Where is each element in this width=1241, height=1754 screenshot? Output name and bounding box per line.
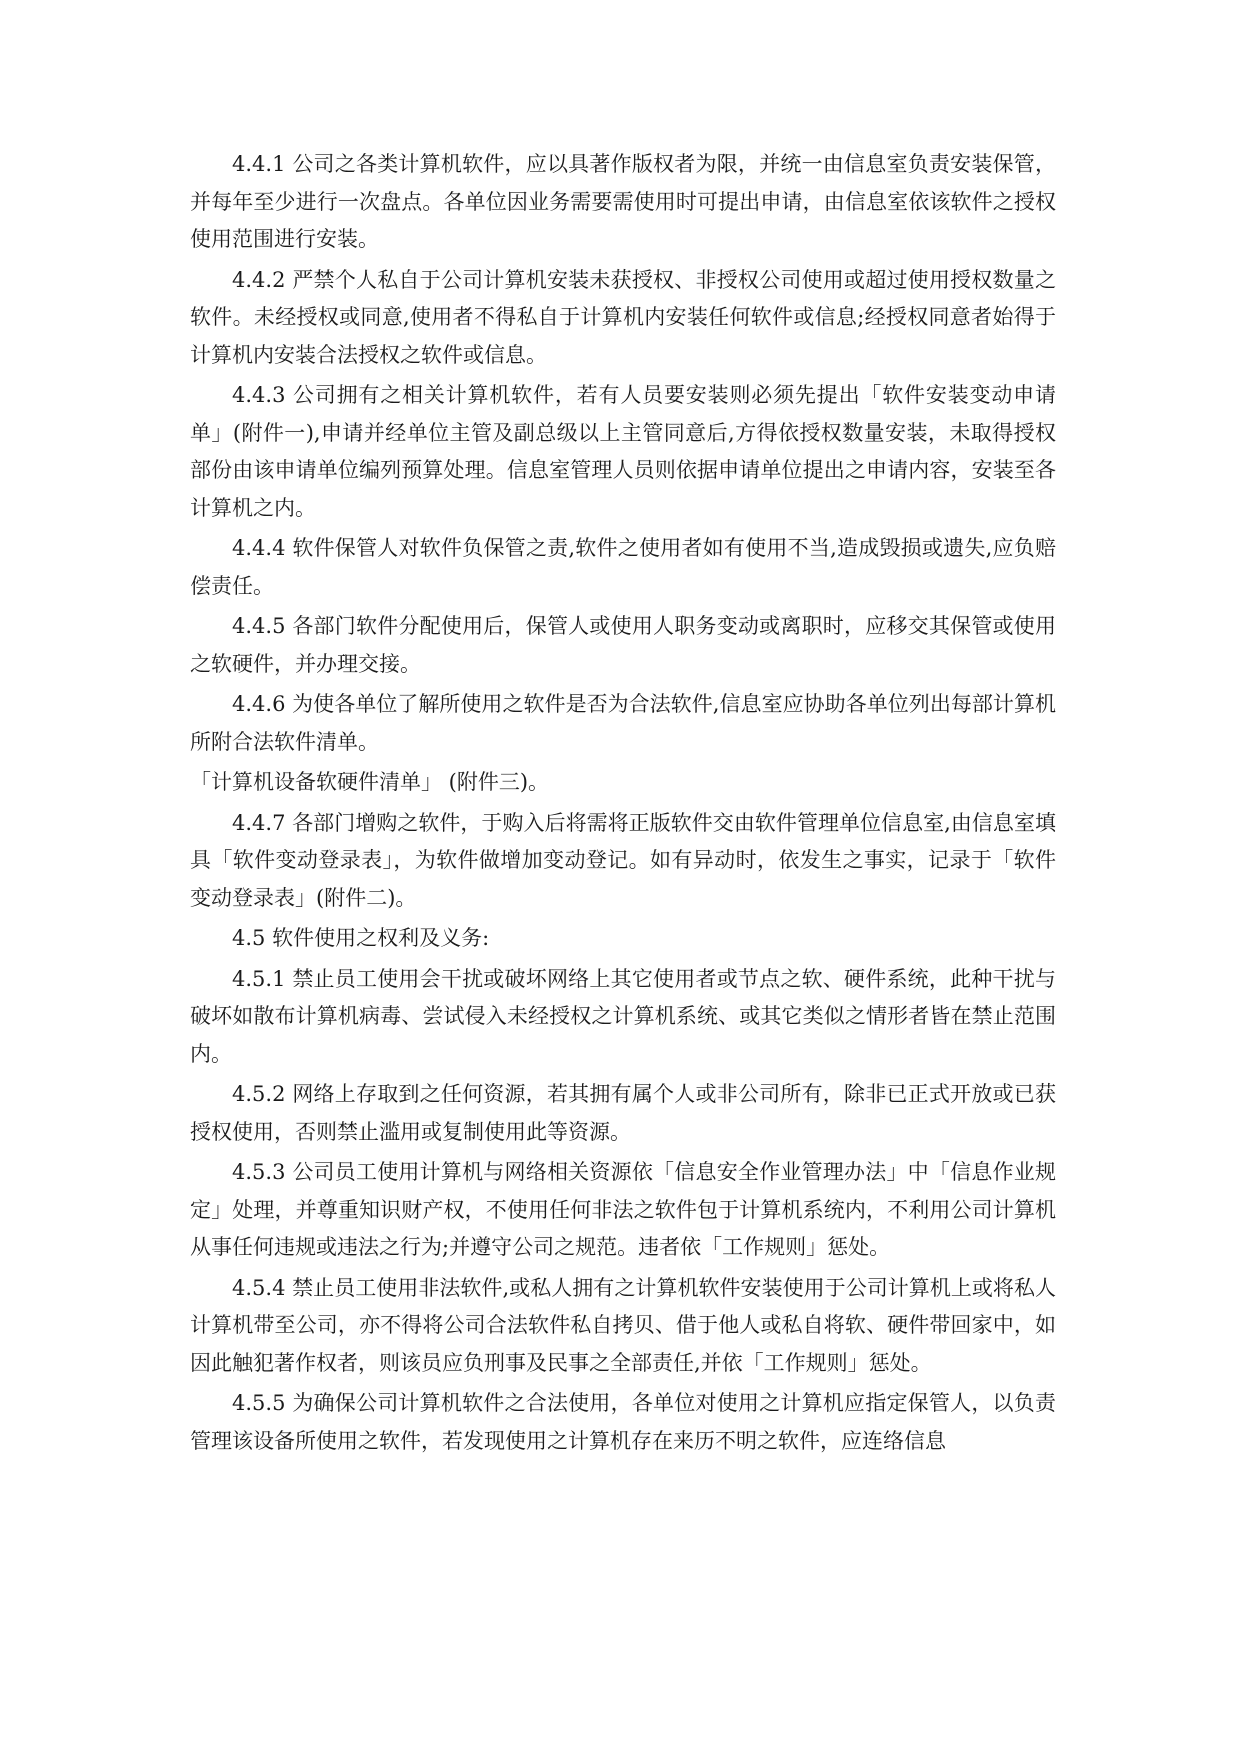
paragraph-4-4-6: 4.4.6 为使各单位了解所使用之软件是否为合法软件,信息室应协助各单位列出每部计算机所附合法软件清单。 [190, 692, 1056, 754]
paragraph-4-4-1: 4.4.1 公司之各类计算机软件，应以具著作版权者为限，并统一由信息室负责安装保管，并每年至少进行一次盘点。各单位因业务需要需使用时可提出申请，由信息室依该软件之授权使用范围进行安装。 [190, 152, 1056, 251]
paragraph-equipment-list-note: 「计算机设备软硬件清单」 (附件三)。 [190, 770, 550, 794]
paragraph-4-4-4: 4.4.4 软件保管人对软件负保管之责,软件之使用者如有使用不当,造成毁损或遗失,应负赔偿责任。 [190, 536, 1056, 598]
paragraph-4-4-5: 4.4.5 各部门软件分配使用后，保管人或使用人职务变动或离职时，应移交其保管或使用之软硬件，并办理交接。 [190, 614, 1056, 676]
document-body [190, 146, 1056, 1463]
paragraph-4-4-2: 4.4.2 严禁个人私自于公司计算机安装未获授权、非授权公司使用或超过使用授权数量之软件。未经授权或同意,使用者不得私自于计算机内安装任何软件或信息;经授权同意者始得于计算机内安装合法授权之软件或信息。 [190, 267, 1056, 367]
paragraph-4-5-3: 4.5.3 公司员工使用计算机与网络相关资源依「信息安全作业管理办法」中「信息作业规定」处理，并尊重知识财产权，不使用任何非法之软件包于计算机系统内，不利用公司计算机从事任何违规或违法之行为;并遵守公司之规范。违者依「工作规则」惩处。 [190, 1160, 1056, 1259]
paragraph-4-5-1: 4.5.1 禁止员工使用会干扰或破坏网络上其它使用者或节点之软、硬件系统，此种干扰与破坏如散布计算机病毒、尝试侵入未经授权之计算机系统、或其它类似之情形者皆在禁止范围内。 [190, 966, 1056, 1066]
section-heading-4-5: 4.5 软件使用之权利及义务: [232, 926, 490, 950]
paragraph-4-5-5: 4.5.5 为确保公司计算机软件之合法使用，各单位对使用之计算机应指定保管人，以负责管理该设备所使用之软件，若发现使用之计算机存在来历不明之软件，应连络信息 [190, 1391, 1056, 1453]
paragraph-4-5-2: 4.5.2 网络上存取到之任何资源，若其拥有属个人或非公司所有，除非已正式开放或已获授权使用，否则禁止滥用或复制使用此等资源。 [190, 1082, 1056, 1144]
paragraph-4-4-3: 4.4.3 公司拥有之相关计算机软件，若有人员要安装则必须先提出「软件安装变动申请单」(附件一),申请并经单位主管及副总级以上主管同意后,方得依授权数量安装，未取得授权部份由该申请单位编列预算处理。信息室管理人员则依据申请单位提出之申请内容，安装至各计算机之内。 [190, 383, 1056, 520]
paragraph-4-5-4: 4.5.4 禁止员工使用非法软件,或私人拥有之计算机软件安装使用于公司计算机上或将私人计算机带至公司，亦不得将公司合法软件私自拷贝、借于他人或私自将软、硬件带回家中，如因此触犯著作权者，则该员应负刑事及民事之全部责任,并依「工作规则」惩处。 [190, 1275, 1056, 1375]
paragraph-4-4-7: 4.4.7 各部门增购之软件，于购入后将需将正版软件交由软件管理单位信息室,由信息室填具「软件变动登录表」，为软件做增加变动登记。如有异动时，依发生之事实，记录于「软件变动登录表」(附件二)。 [190, 810, 1056, 910]
